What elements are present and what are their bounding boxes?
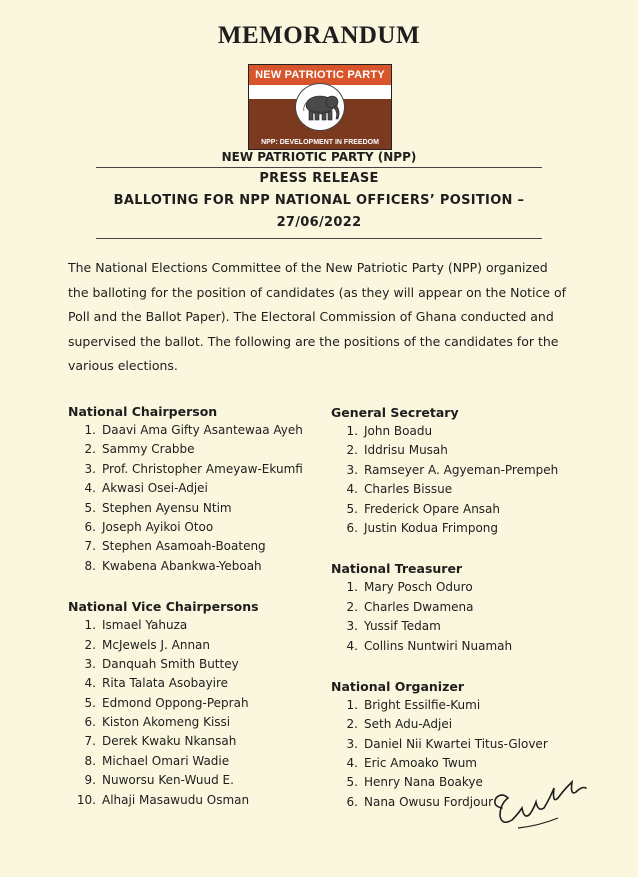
list-item: 4. Charles Bissue xyxy=(346,482,453,497)
section-national-chairperson xyxy=(68,402,338,576)
list-item: 4. Akwasi Osei-Adjei xyxy=(84,481,208,496)
section-title: National Vice Chairpersons xyxy=(68,599,259,615)
section-national-vice-chairpersons xyxy=(68,597,338,810)
list-item: 1. Bright Essilfie-Kumi xyxy=(346,697,481,712)
list-item: 2. Seth Adu-Adjei xyxy=(346,717,453,732)
list-item: 5. Henry Nana Boakye xyxy=(346,775,483,790)
list-item: 3. Danquah Smith Buttey xyxy=(84,656,239,671)
section-national-treasurer xyxy=(331,559,601,656)
list-item: 5. Stephen Ayensu Ntim xyxy=(84,500,232,515)
list-item: 7. Derek Kwaku Nkansah xyxy=(84,734,237,749)
npp-logo xyxy=(248,64,392,150)
signature xyxy=(488,768,588,838)
date-heading: 27/06/2022 xyxy=(276,215,362,230)
list-item: 2. Iddrisu Musah xyxy=(346,443,448,458)
list-item: 3. Yussif Tedam xyxy=(346,619,441,634)
list-item: 9. Nuworsu Ken-Wuud E. xyxy=(84,773,234,788)
section-title: General Secretary xyxy=(331,405,459,420)
list-item: 6. Joseph Ayikoi Otoo xyxy=(84,519,214,534)
list-item: 4. Rita Talata Asobayire xyxy=(84,676,229,691)
intro-line: The National Elections Committee of the New Patriotic Party (NPP) organized xyxy=(68,260,548,275)
list-item: 1. Ismael Yahuza xyxy=(84,618,188,633)
section-title: National Organizer xyxy=(331,678,464,694)
list-item: 4. Eric Amoako Twum xyxy=(346,756,477,771)
list-item: 1. Mary Posch Oduro xyxy=(346,580,473,595)
party-name: NEW PATRIOTIC PARTY (NPP) xyxy=(221,150,417,164)
list-item: 10. Alhaji Masawudu Osman xyxy=(76,792,250,807)
logo-top-text: NEW PATRIOTIC PARTY xyxy=(249,65,391,85)
section-general-secretary xyxy=(331,403,601,538)
intro-line: the balloting for the position of candidates (as they will appear on the Notice of xyxy=(68,284,567,300)
list-item: 8. Kwabena Abankwa-Yeboah xyxy=(84,558,262,573)
section-title: National Treasurer xyxy=(331,561,463,577)
list-item: 2. Charles Dwamena xyxy=(346,599,474,614)
intro-line: Poll and the Ballot Paper). The Electoral Commission of Ghana conducted and xyxy=(68,309,554,325)
list-item: 1. Daavi Ama Gifty Asantewaa Ayeh xyxy=(84,423,303,437)
list-item: 3. Daniel Nii Kwartei Titus-Glover xyxy=(346,736,548,751)
list-item: 4. Collins Nuntwiri Nuamah xyxy=(346,638,513,653)
list-item: 8. Michael Omari Wadie xyxy=(84,753,230,768)
divider-top xyxy=(96,167,542,168)
list-item: 5. Frederick Opare Ansah xyxy=(346,501,501,516)
list-item: 5. Edmond Oppong-Peprah xyxy=(84,695,249,710)
list-item: 2. McJewels J. Annan xyxy=(84,637,211,652)
divider-bottom xyxy=(96,238,542,239)
memo-title: MEMORANDUM xyxy=(217,22,421,49)
list-item: 2. Sammy Crabbe xyxy=(84,442,195,457)
logo-slogan: NPP: DEVELOPMENT IN FREEDOM xyxy=(261,139,379,146)
intro-paragraph xyxy=(68,256,573,379)
section-title: National Chairperson xyxy=(68,404,218,419)
list-item: 1. John Boadu xyxy=(346,424,433,438)
press-release-heading: PRESS RELEASE xyxy=(259,171,379,186)
right-column xyxy=(331,403,601,812)
list-item: 3. Ramseyer A. Agyeman-Prempeh xyxy=(346,462,559,477)
intro-line: supervised the ballot. The following are the positions of the candidates for the xyxy=(68,333,559,349)
list-item: 3. Prof. Christopher Ameyaw-Ekumfi xyxy=(84,461,303,476)
list-item: 6. Kiston Akomeng Kissi xyxy=(84,715,231,730)
intro-line: various elections. xyxy=(68,358,178,374)
list-item: 6. Justin Kodua Frimpong xyxy=(346,520,499,535)
left-column xyxy=(68,402,338,810)
list-item: 6. Nana Owusu Fordjour xyxy=(346,794,494,809)
list-item: 7. Stephen Asamoah-Boateng xyxy=(84,539,266,554)
balloting-heading: BALLOTING FOR NPP NATIONAL OFFICERS’ POSITION – xyxy=(113,193,525,208)
